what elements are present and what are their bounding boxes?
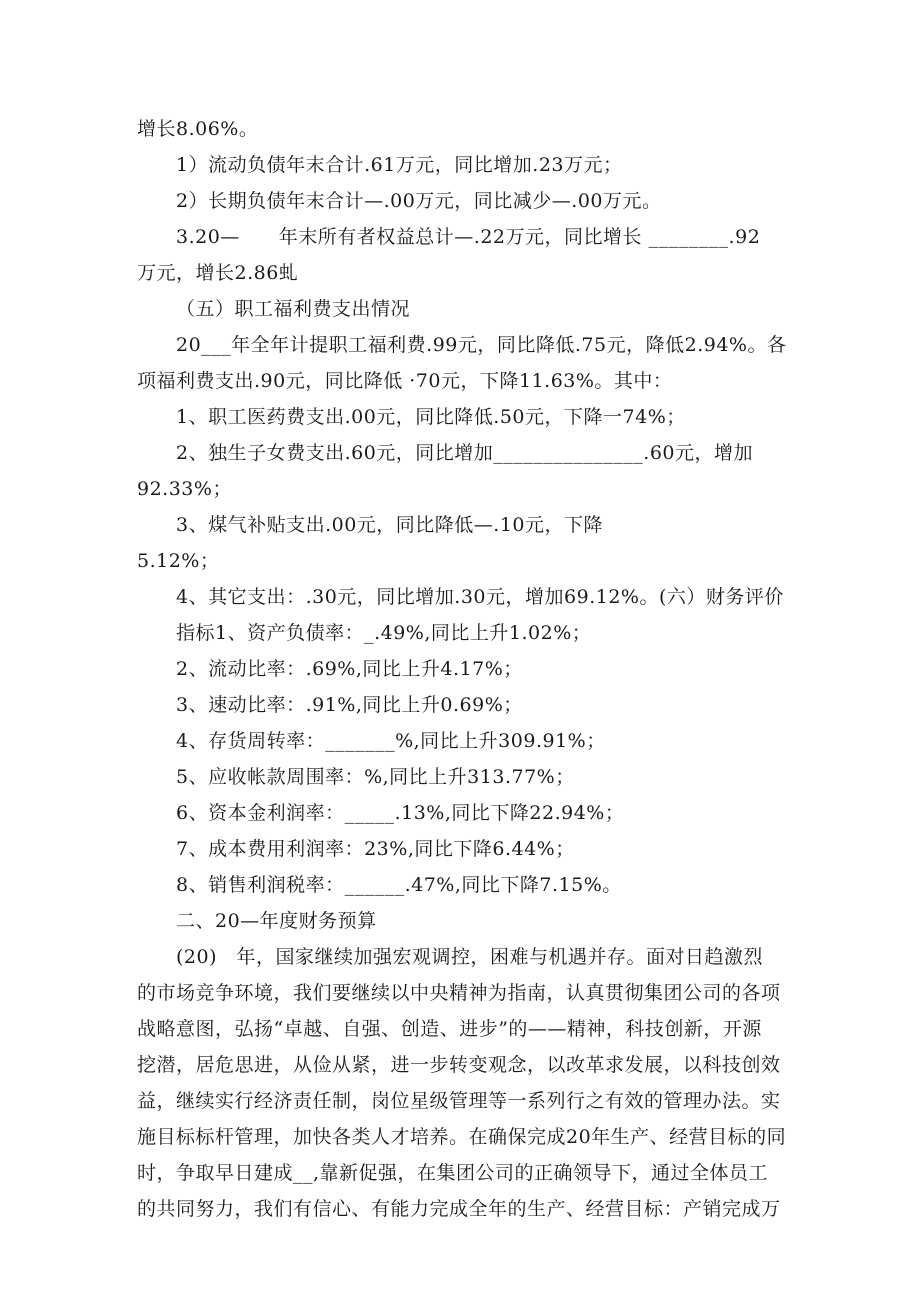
text-line: 战略意图，弘扬“卓越、自强、创造、进步”的——精神，科技创新，开源 xyxy=(137,1018,762,1040)
section-heading: （五）职工福利费支出情况 xyxy=(176,298,411,320)
text-line: 92.33%； xyxy=(137,478,232,500)
text-line: (20) 年，国家继续加强宏观调控，困难与机遇并存。面对日趋激烈 xyxy=(176,946,764,968)
section-heading: 二、20—年度财务预算 xyxy=(176,910,377,932)
text-line: 20___年全年计提职工福利费.99元，同比降低.75元，降低2.94%。各 xyxy=(176,334,787,356)
text-line: 时，争取早日建成__,靠新促强，在集团公司的正确领导下，通过全体员工 xyxy=(137,1162,769,1184)
text-line: 1）流动负债年末合计.61万元，同比增加.23万元； xyxy=(176,154,623,176)
text-line: 4、其它支出：.30元，同比增加.30元，增加69.12%。(六）财务评价 xyxy=(176,586,784,608)
text-line: 1、职工医药费支出.00元，同比降低.50元，下降一74%； xyxy=(176,406,686,428)
text-line: 5、应收帐款周围率：%,同比上升313.77%； xyxy=(176,766,575,788)
text-line: 4、存货周转率：_______%,同比上升309.91%； xyxy=(176,730,606,752)
text-line: 7、成本费用利润率：23%,同比下降6.44%； xyxy=(176,838,575,860)
text-line: 增长8.06%。 xyxy=(137,118,259,140)
text-line: 挖潜，居危思进，从俭从紧，进一步转变观念，以改革求发展，以科技创效 xyxy=(137,1054,781,1076)
text-line: 指标1、资产负债率：_.49%,同比上升1.02%； xyxy=(176,622,592,644)
text-line: 2、独生子女费支出.60元，同比增加_______________.60元，增加 xyxy=(176,442,754,464)
text-line: 的共同努力，我们有信心、有能力完成全年的生产、经营目标：产销完成万 xyxy=(137,1198,781,1220)
text-line: 的市场竞争环境，我们要继续以中央精神为指南，认真贯彻集团公司的各项 xyxy=(137,982,781,1004)
text-line: 项福利费支出.90元，同比降低 ·70元，下降11.63%。其中： xyxy=(137,370,673,392)
text-line: 6、资本金利润率：_____.13%,同比下降22.94%； xyxy=(176,802,625,824)
text-line: 5.12%； xyxy=(137,550,220,572)
text-line: 3.20— 年末所有者权益总计—.22万元，同比增长 ________.92 xyxy=(176,226,761,248)
text-line: 2、流动比率：.69%,同比上升4.17%； xyxy=(176,658,523,680)
text-line: 万元，增长2.86虬 xyxy=(137,262,299,284)
text-line: 8、销售利润税率：______.47%,同比下降7.15%。 xyxy=(176,874,622,896)
text-line: 施目标标杆管理，加快各类人才培养。在确保完成20年生产、经营目标的同 xyxy=(137,1126,787,1148)
text-line: 2）长期负债年末合计—.00万元，同比减少—.00万元。 xyxy=(176,190,662,212)
text-line: 3、速动比率：.91%,同比上升0.69%； xyxy=(176,694,523,716)
text-line: 3、煤气补贴支出.00元，同比降低—.10元，下降 xyxy=(176,514,604,536)
text-line: 益，继续实行经济责任制，岗位星级管理等一系列行之有效的管理办法。实 xyxy=(137,1090,781,1112)
